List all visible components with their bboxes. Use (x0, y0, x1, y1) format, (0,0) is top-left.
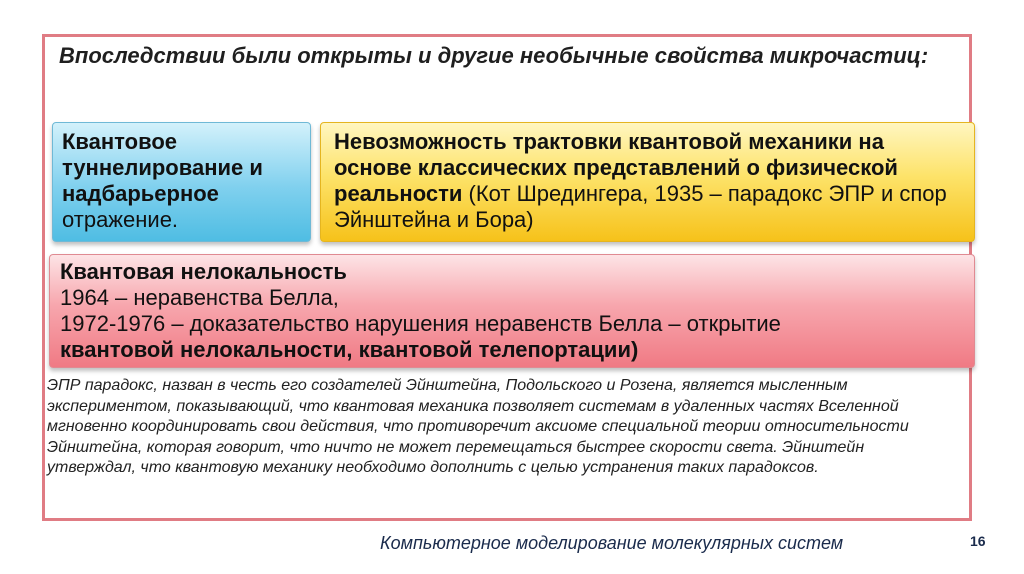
interpretation-box (320, 122, 975, 242)
tunneling-box-normal: отражение. (62, 207, 179, 232)
interpretation-box-bold: Невозможность трактовки квантовой механики на основе классических представлений о физической реальности (334, 129, 898, 206)
nonlocality-line2: 1972-1976 – доказательство нарушения неравенств Белла – открытие (60, 311, 781, 336)
tunneling-box (52, 122, 311, 242)
intro-text: Впоследствии были открыты и другие необычные свойства микрочастиц: (59, 43, 929, 68)
epr-note: ЭПР парадокс, назван в честь его создателей Эйнштейна, Подольского и Розена, является мысленным экспериментом, показывающий, что квантовая механика позволяет системам в удаленных частях Вселенной мгновенно координировать свои действия, что противоречит аксиоме специальной теории относительности Эйнштейна, которая говорит, что ничто не может перемещаться быстрее скорости света. Эйнштейн утверждал, что квантовую механику необходимо дополнить с целью устранения таких парадоксов. (47, 377, 909, 476)
nonlocality-line1: 1964 – неравенства Белла, (60, 285, 339, 310)
nonlocality-line3: квантовой нелокальности, квантовой телепортации) (60, 337, 639, 362)
nonlocality-box (49, 254, 975, 368)
tunneling-box-bold: Квантовое туннелирование и надбарьерное (62, 129, 263, 206)
footer-title: Компьютерное моделирование молекулярных систем (380, 533, 844, 553)
page-number: 16 (970, 533, 986, 549)
nonlocality-title: Квантовая нелокальность (60, 259, 347, 284)
interpretation-box-normal: (Кот Шредингера, 1935 – парадокс ЭПР и спор Эйнштейна и Бора) (334, 181, 947, 232)
